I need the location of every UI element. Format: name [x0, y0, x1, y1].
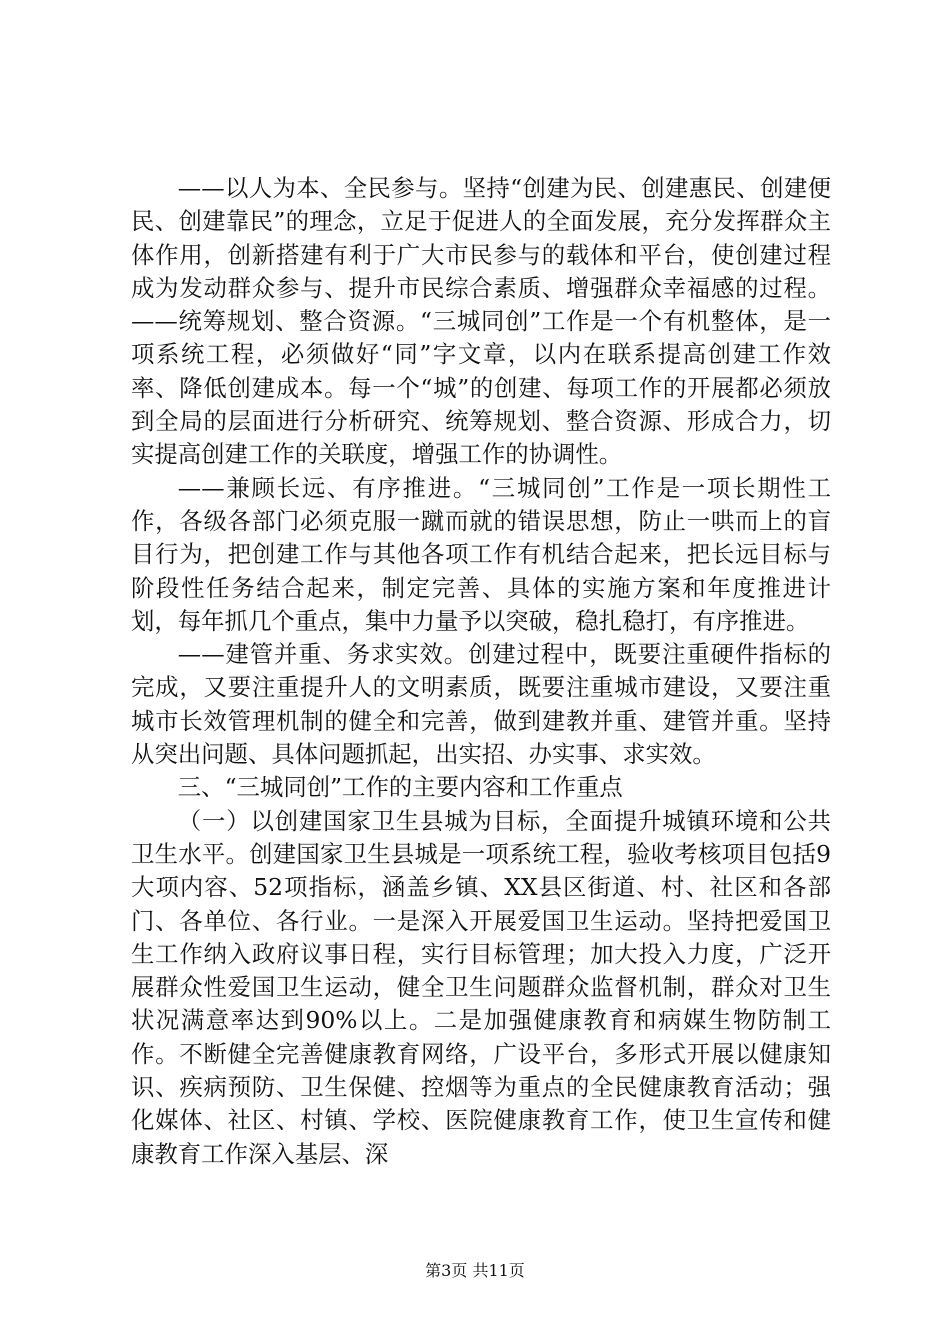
section-heading: 三、“三城同创”工作的主要内容和工作重点 — [177, 773, 623, 802]
document-body — [131, 172, 831, 1171]
paragraph-people-oriented: ——以人为本、全民参与。坚持“创建为民、创建惠民、创建便民、创建靠民”的理念，立足于促进人的全面发展，充分发挥群众主体作用，创新搭建有利于广大市民参与的载体和平台，使创建过程成为发动群众参与、提升市民综合素质、增强群众幸福感的过程。——统筹规划、整合资源。“三城同创”工作是一个有机整体，是一项系统工程，必须做好“同”字文章，以内在联系提高创建工作效率、降低创建成本。每一个“城”的创建、每项工作的开展都必须放到全局的层面进行分析研究、统筹规划、整合资源、形成合力，切实提高创建工作的关联度，增强工作的协调性。 — [131, 174, 831, 469]
paragraph-sanitation: （一）以创建国家卫生县城为目标，全面提升城镇环境和公共卫生水平。创建国家卫生县城是一项系统工程，验收考核项目包括9大项内容、52项指标，涵盖乡镇、XX县区街道、村、社区和各部门、各单位、各行业。一是深入开展爱国卫生运动。坚持把爱国卫生工作纳入政府议事日程，实行目标管理；加大投入力度，广泛开展群众性爱国卫生运动，健全卫生问题群众监督机制，群众对卫生状况满意率达到90%以上。二是加强健康教育和病媒生物防制工作。不断健全完善健康教育网络，广设平台，多形式开展以健康知识、疾病预防、卫生保健、控烟等为重点的全民健康教育活动；强化媒体、社区、村镇、学校、医院健康教育工作，使卫生宣传和健康教育工作深入基层、深 — [131, 806, 831, 1168]
paragraph-long-term: ——兼顾长远、有序推进。“三城同创”工作是一项长期性工作，各级各部门必须克服一蹴而就的错误思想，防止一哄而上的盲目行为，把创建工作与其他各项工作有机结合起来，把长远目标与阶段性任务结合起来，制定完善、具体的实施方案和年度推进计划，每年抓几个重点，集中力量予以突破，稳扎稳打，有序推进。 — [131, 473, 831, 635]
page-footer: 第3页 共11页 — [425, 1261, 525, 1280]
paragraph-build-and-manage: ——建管并重、务求实效。创建过程中，既要注重硬件指标的完成，又要注重提升人的文明素质，既要注重城市建设，又要注重城市长效管理机制的健全和完善，做到建教并重、建管并重。坚持从突出问题、具体问题抓起，出实招、办实事、求实效。 — [131, 640, 831, 769]
